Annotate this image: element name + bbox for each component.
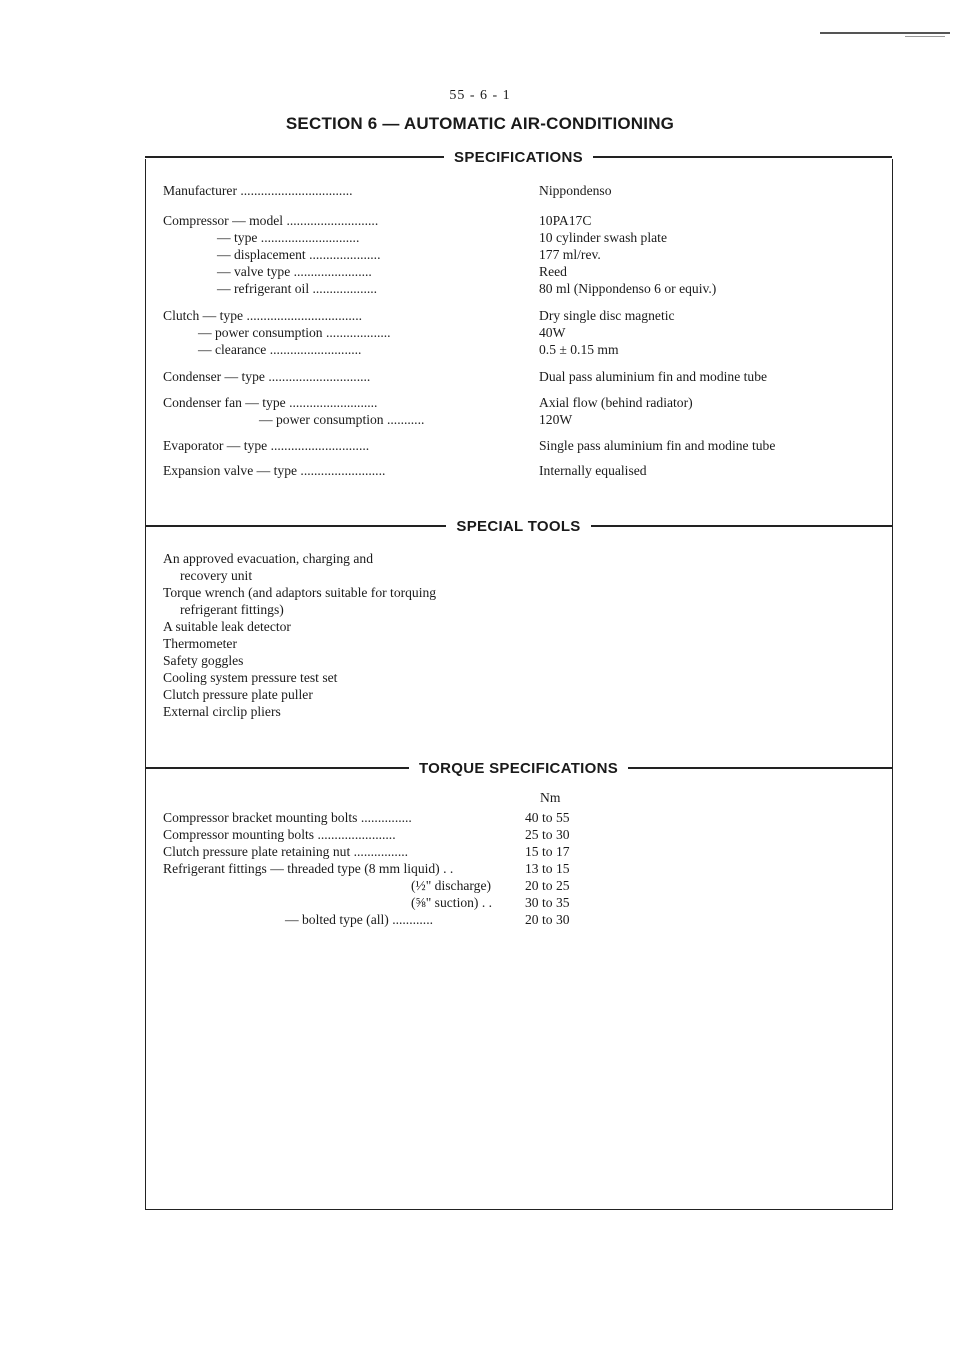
spec-label: Condenser — type .............................. <box>163 369 371 384</box>
heading-rule-right <box>593 156 892 157</box>
tool-line: Clutch pressure plate puller <box>163 687 313 702</box>
special-tools-heading <box>145 516 892 536</box>
spec-value: 10PA17C <box>539 213 592 228</box>
spec-label: Manufacturer ................................. <box>163 183 353 198</box>
spec-value: 177 ml/rev. <box>539 247 601 262</box>
torque-value: 20 to 30 <box>525 912 570 927</box>
spec-value: Reed <box>539 264 567 279</box>
spec-label: — type ............................. <box>217 230 360 245</box>
spec-value: 10 cylinder swash plate <box>539 230 667 245</box>
torque-value: 13 to 15 <box>525 861 570 876</box>
scan-artifact <box>905 36 945 37</box>
heading-rule-left <box>145 767 409 768</box>
spec-row <box>163 263 567 281</box>
torque-label: (⅝" suction) . . <box>411 895 493 910</box>
spec-value: Single pass aluminium fin and modine tube <box>539 438 776 453</box>
heading-rule-left <box>145 525 446 526</box>
spec-label: — power consumption ........... <box>259 412 425 427</box>
heading-rule-right <box>628 767 892 768</box>
torque-row <box>163 860 570 877</box>
torque-row <box>163 826 570 843</box>
specifications-heading-label: SPECIFICATIONS <box>454 148 583 166</box>
spec-label: — power consumption ................... <box>198 325 391 340</box>
torque-row <box>163 843 570 860</box>
tool-line: A suitable leak detector <box>163 619 291 634</box>
spec-value: Internally equalised <box>539 463 647 478</box>
torque-specifications-heading <box>145 758 892 778</box>
torque-value: 20 to 25 <box>525 878 570 893</box>
spec-row <box>163 462 647 480</box>
page-number: 55 - 6 - 1 <box>449 88 511 103</box>
tool-line: Cooling system pressure test set <box>163 670 338 685</box>
spec-row <box>163 411 572 429</box>
spec-value: Dry single disc magnetic <box>539 308 675 323</box>
torque-specifications-heading-label: TORQUE SPECIFICATIONS <box>418 759 619 777</box>
tool-line: refrigerant fittings) <box>180 602 284 617</box>
torque-value: 30 to 35 <box>525 895 570 910</box>
spec-value: Nippondenso <box>539 183 612 198</box>
spec-row <box>163 246 601 264</box>
torque-row <box>163 809 570 826</box>
spec-label: Evaporator — type ............................. <box>163 438 370 453</box>
torque-label: Refrigerant fittings — threaded type (8 mm liquid) . . <box>163 861 454 876</box>
special-tools-heading-label: SPECIAL TOOLS <box>456 517 581 535</box>
spec-value: 40W <box>539 325 566 340</box>
spec-label: — clearance ........................... <box>198 342 362 357</box>
spec-row <box>163 280 716 298</box>
spec-row <box>163 394 693 412</box>
spec-value: 0.5 ± 0.15 mm <box>539 342 619 357</box>
spec-label: Compressor — model ........................... <box>163 213 379 228</box>
torque-row <box>163 894 570 911</box>
torque-row <box>163 911 570 928</box>
tool-line: Torque wrench (and adaptors suitable for torquing <box>163 585 437 600</box>
spec-row <box>163 307 675 325</box>
tool-line: An approved evacuation, charging and <box>163 551 373 566</box>
tool-line: Safety goggles <box>163 653 244 668</box>
torque-label: Compressor bracket mounting bolts ............... <box>163 810 412 825</box>
spec-row <box>163 437 775 455</box>
spec-label: Condenser fan — type .......................... <box>163 395 378 410</box>
torque-label: Compressor mounting bolts ....................... <box>163 827 396 842</box>
torque-label: Clutch pressure plate retaining nut ................ <box>163 844 409 859</box>
spec-label: Clutch — type .................................. <box>163 308 362 323</box>
spec-label: — displacement ..................... <box>217 247 381 262</box>
spec-row <box>163 182 612 200</box>
spec-value: Dual pass aluminium fin and modine tube <box>539 369 768 384</box>
tool-line: External circlip pliers <box>163 704 281 719</box>
spec-value: Axial flow (behind radiator) <box>539 395 693 410</box>
spec-label: — valve type ....................... <box>217 264 372 279</box>
tool-line: Thermometer <box>163 636 237 651</box>
scan-artifact <box>820 32 950 34</box>
spec-label: Expansion valve — type ......................... <box>163 463 386 478</box>
torque-row <box>163 877 570 894</box>
torque-value: 40 to 55 <box>525 810 570 825</box>
torque-label: — bolted type (all) ............ <box>285 912 433 927</box>
torque-value: 25 to 30 <box>525 827 570 842</box>
heading-rule-right <box>591 525 892 526</box>
spec-row <box>163 324 565 342</box>
torque-value: 15 to 17 <box>525 844 570 859</box>
section-title: SECTION 6 — AUTOMATIC AIR-CONDITIONING <box>285 114 675 133</box>
spec-value: 80 ml (Nippondenso 6 or equiv.) <box>539 281 717 296</box>
spec-row <box>163 229 667 247</box>
torque-unit-header: Nm <box>540 790 561 805</box>
heading-rule-left <box>145 156 444 157</box>
spec-row <box>163 341 619 359</box>
spec-row <box>163 368 767 386</box>
specifications-heading <box>145 147 892 167</box>
tool-line: recovery unit <box>180 568 253 583</box>
spec-row <box>163 212 591 230</box>
spec-label: — refrigerant oil ................... <box>217 281 378 296</box>
spec-value: 120W <box>539 412 573 427</box>
torque-label: (½" discharge) <box>411 878 492 893</box>
